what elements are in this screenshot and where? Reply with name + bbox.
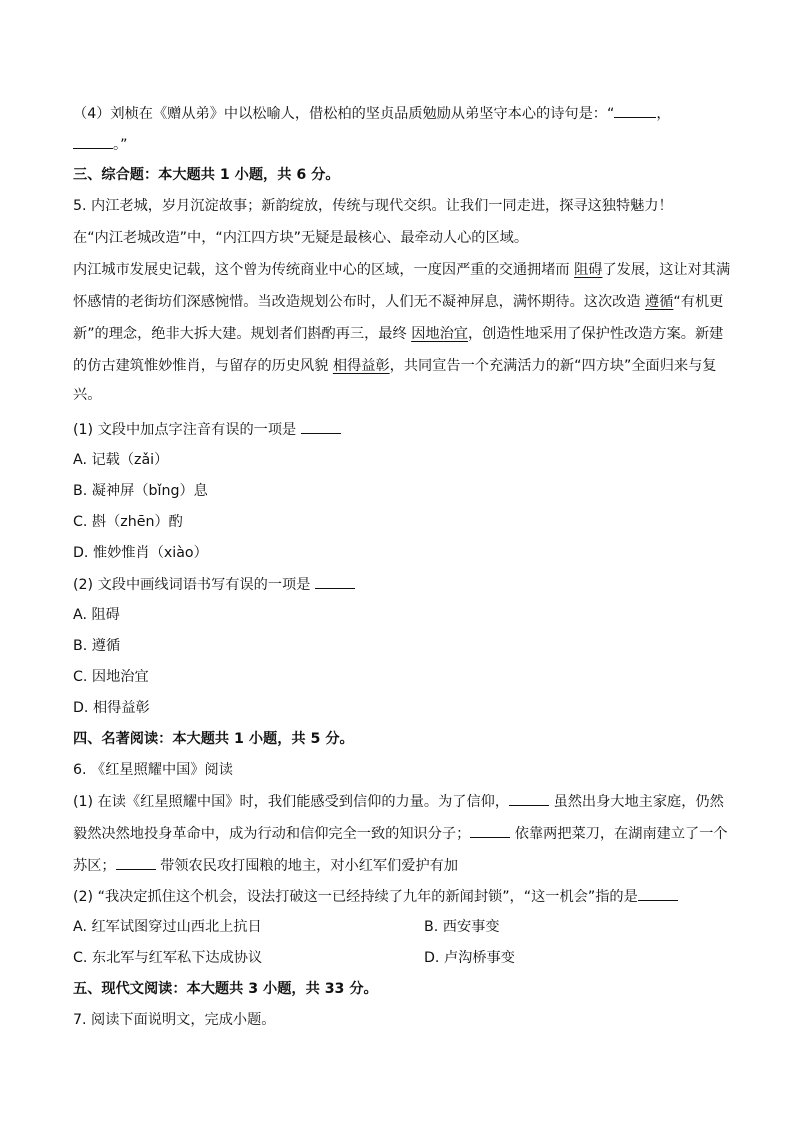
option-c[interactable]: C. 斟（zhēn）酌 <box>73 514 183 530</box>
passage-line: 兴。 <box>73 387 102 403</box>
question-text: 在“内江老城改造”中，“内江四方块”无疑是最核心、最牵动人心的区域。 <box>73 230 529 246</box>
question-title: 6. 《红星照耀中国》阅读 <box>73 762 233 778</box>
answer-blank[interactable] <box>116 855 156 870</box>
answer-blank[interactable] <box>509 791 549 806</box>
passage-line: 怀感情的老街坊们深感惋惜。当改造规划公布时，人们无不凝神屏息，满怀期待。这次改造 遵循“有机更 <box>73 294 724 310</box>
answer-blank[interactable] <box>614 103 656 118</box>
option-a[interactable]: A. 阻碍 <box>73 607 120 623</box>
sub-question: (1) 文段中加点字注音有误的一项是 <box>73 419 341 440</box>
answer-blank[interactable] <box>315 574 355 589</box>
answer-blank[interactable] <box>301 419 341 434</box>
option-c[interactable]: C. 东北军与红军私下达成协议 <box>73 950 263 966</box>
section-heading: 三、综合题：本大题共 1 小题，共 6 分。 <box>73 167 340 183</box>
sub-question: (2) “我决定抓住这个机会，设法打破这一已经持续了九年的新闻封锁”，“这一机会”指的是 <box>73 886 678 907</box>
answer-blank[interactable] <box>638 886 678 901</box>
underlined-word: 因地治宜 <box>411 326 468 342</box>
option-row <box>73 917 713 937</box>
sub-question: (1) 在读《红星照耀中国》时，我们能感受到信仰的力量。为了信仰， 虽然出身大地主家庭，仍然 <box>73 791 724 812</box>
question-title: 7. 阅读下面说明文，完成小题。 <box>73 1012 276 1028</box>
option-a[interactable]: A. 记载（zǎi） <box>73 452 169 468</box>
section-heading: 四、名著阅读：本大题共 1 小题，共 5 分。 <box>73 731 354 747</box>
underlined-word: 相得益彰 <box>332 358 390 374</box>
question-intro: 5. 内江老城，岁月沉淀故事；新韵绽放，传统与现代交织。让我们一同走进，探寻这独特魅力！ <box>73 198 673 214</box>
option-b[interactable]: B. 凝神屏（bǐng）息 <box>73 483 208 499</box>
answer-blank[interactable] <box>470 823 510 838</box>
sub-question-line: 毅然决然地投身革命中，成为行动和信仰完全一致的知识分子； 依靠两把菜刀，在湖南建立了一个 <box>73 823 728 844</box>
passage-line: 新”的理念，绝非大拆大建。规划者们斟酌再三，最终 因地治宜，创造性地采用了保护性改造方案。新建 <box>73 326 724 342</box>
option-b[interactable]: B. 西安事变 <box>424 919 500 935</box>
passage-line: 内江城市发展史记载，这个曾为传统商业中心的区域，一度因严重的交通拥堵而 阻碍了发展，这让对其满 <box>73 262 731 278</box>
underlined-word: 阻碍 <box>574 262 603 278</box>
section-heading: 五、现代文阅读：本大题共 3 小题，共 33 分。 <box>73 981 378 997</box>
option-d[interactable]: D. 卢沟桥事变 <box>424 950 515 966</box>
sub-question-line: 苏区； 带领农民攻打囤粮的地主，对小红军们爱护有加 <box>73 855 458 876</box>
sub-question: (2) 文段中画线词语书写有误的一项是 <box>73 574 355 595</box>
passage-line: 的仿古建筑惟妙惟肖，与留存的历史风貌 相得益彰，共同宣告一个充满活力的新“四方块”全面归来与复 <box>73 358 717 374</box>
option-a[interactable]: A. 红军试图穿过山西北上抗日 <box>73 919 262 935</box>
option-d[interactable]: D. 惟妙惟肖（xiào） <box>73 545 208 561</box>
underlined-word: 遵循 <box>645 294 674 310</box>
option-b[interactable]: B. 遵循 <box>73 638 121 654</box>
option-row <box>73 948 713 968</box>
option-c[interactable]: C. 因地治宜 <box>73 669 149 685</box>
option-d[interactable]: D. 相得益彰 <box>73 700 150 716</box>
q4-line2: 。” <box>73 134 127 155</box>
answer-blank[interactable] <box>73 134 113 149</box>
q4-line1: （4）刘桢在《赠从弟》中以松喻人，借松柏的坚贞品质勉励从弟坚守本心的诗句是：“ ， <box>73 103 671 124</box>
